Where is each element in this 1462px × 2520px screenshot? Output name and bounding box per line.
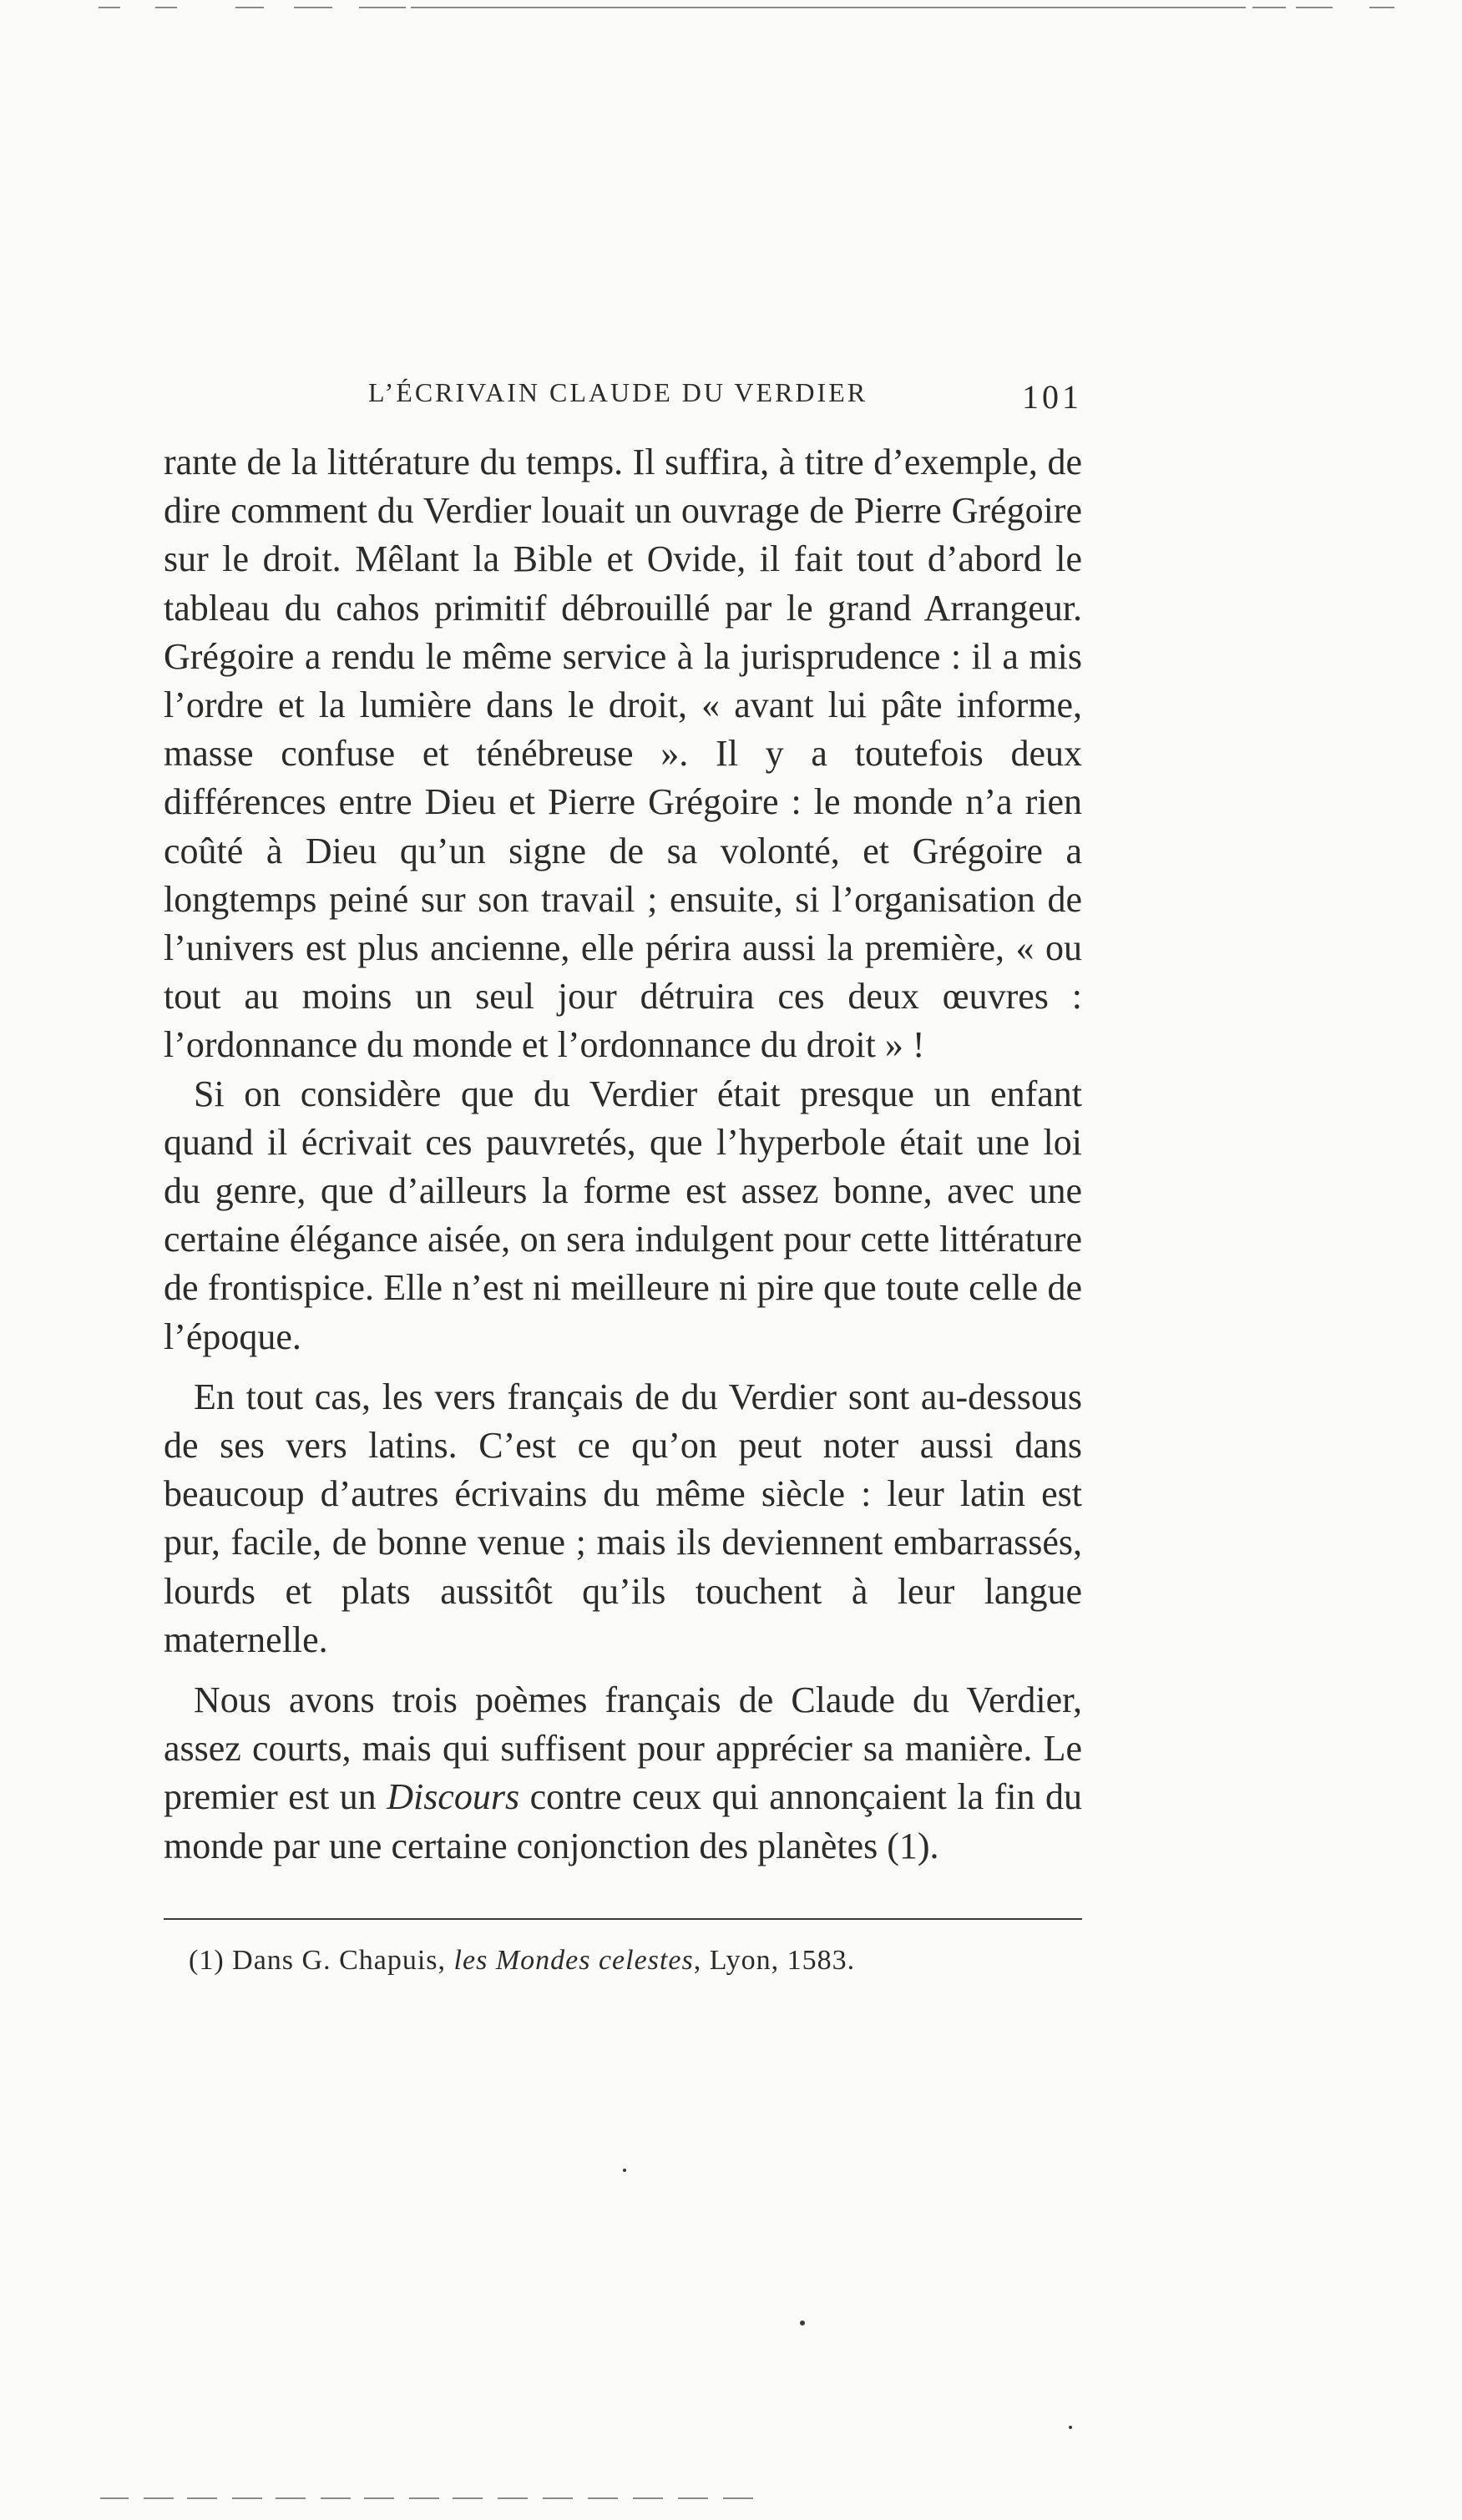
paragraph-4-text-start: Nous avons trois poèmes français de Claude du Verdier, assez courts, mais qui suffisent pour apprécier sa manière. Le premier est un <box>164 1679 1082 1818</box>
paper-speck <box>623 2169 626 2172</box>
bottom-scan-edge-dashes <box>0 2497 1462 2501</box>
running-title: L’ÉCRIVAIN CLAUDE DU VERDIER <box>368 377 868 407</box>
discours-title: Discours <box>387 1776 520 1818</box>
paragraph-1: rante de la littérature du temps. Il suffira, à titre d’exemple, de dire comment du Verdier louait un ouvrage de Pierre Grégoire sur le droit. Mêlant la Bible et Ovide, il fait tout d’abord le tableau du cahos primitif débrouillé par le grand Arrangeur. Grégoire a rendu le même service à la jurisprudence : il a mis l’ordre et la lumière dans le droit, « avant lui pâte informe, masse confuse et ténébreuse ». Il y a toutefois deux différences entre Dieu et Pierre Grégoire : le monde n’a rien coûté à Dieu qu’un signe de sa volonté, et Grégoire a longtemps peiné sur son travail ; ensuite, si l’organisation de l’univers est plus ancienne, elle périra aussi la première, « ou tout au moins un seul jour détruira ces deux œuvres : l’ordonnance du monde et l’ordonnance du droit » ! <box>164 442 1082 1066</box>
paragraph-4-text-end: contre ceux qui annonçaient la fin du monde par une certaine conjonction des planètes (1). <box>164 1776 1082 1866</box>
paragraph-4 <box>164 1676 1082 1871</box>
paper-speck <box>800 2321 805 2326</box>
paragraph-2: Si on considère que du Verdier était presque un enfant quand il écrivait ces pauvretés, que l’hyperbole était une loi du genre, que d’ailleurs la forme est assez bonne, avec une certaine élégance aisée, on sera indulgent pour cette littérature de frontispice. Elle n’est ni meilleure ni pire que toute celle de l’époque. <box>164 1073 1082 1357</box>
footnote-book-title: les Mondes celestes <box>453 1945 694 1976</box>
body-text <box>164 438 1082 1871</box>
footnote-text-end: , Lyon, 1583. <box>693 1945 856 1976</box>
paragraph-3: En tout cas, les vers français de du Verdier sont au-dessous de ses vers latins. C’est ce qu’on peut noter aussi dans beaucoup d’autres écrivains du même siècle : leur latin est pur, facile, de bonne venue ; mais ils deviennent embarrassés, lourds et plats aussitôt qu’ils touchent à leur langue maternelle. <box>164 1376 1082 1660</box>
footnote-text-start: Dans G. Chapuis, <box>224 1945 454 1976</box>
footnote-marker: (1) <box>189 1945 225 1976</box>
paper-speck <box>1069 2426 1072 2429</box>
page-number: 101 <box>1022 378 1082 416</box>
top-scan-edge-dashes <box>0 7 1462 10</box>
running-head <box>164 377 1082 427</box>
footnote <box>189 1942 1082 1979</box>
footnote-separator-rule <box>164 1918 1082 1920</box>
